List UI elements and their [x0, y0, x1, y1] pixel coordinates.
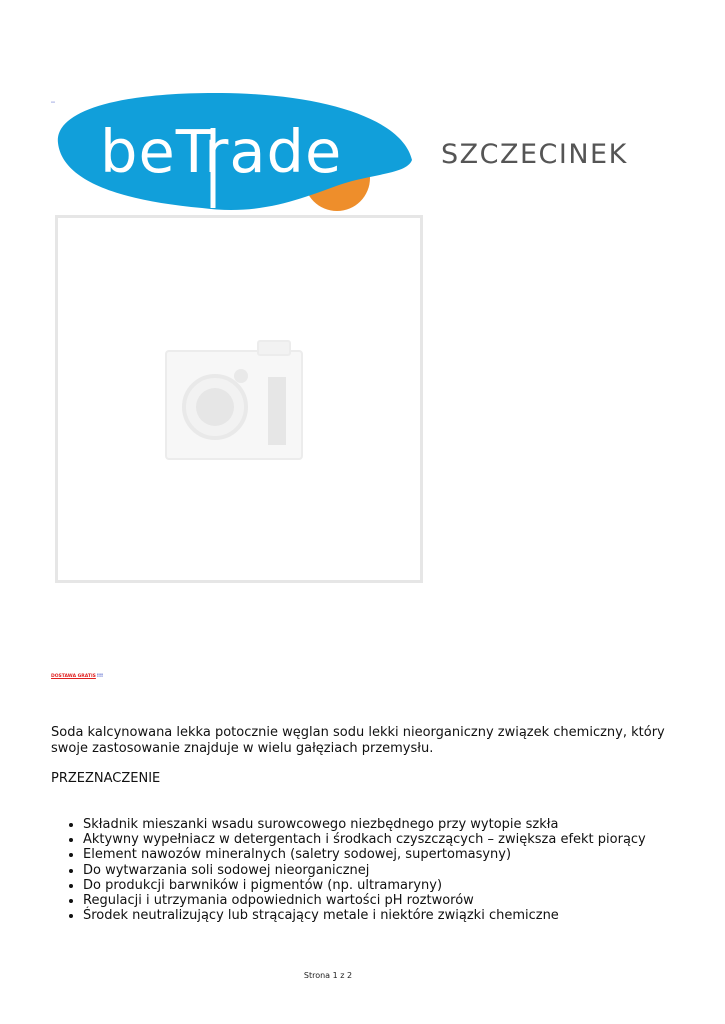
promo-banner[interactable]	[51, 674, 103, 679]
list-item: • Środek neutralizujący lub strącający metale i niektóre związki chemiczne	[83, 908, 646, 923]
list-item: • Do wytwarzania soli sodowej nieorganicznej	[83, 863, 646, 878]
list-item: • Do produkcji barwników i pigmentów (np. ultramaryny)	[83, 878, 646, 893]
promo-suffix: !!!	[96, 674, 104, 679]
logo-text: beTrade	[100, 117, 343, 186]
city-name: SZCZECINEK	[441, 139, 628, 170]
list-item: • Aktywny wypełniacz w detergentach i środkach czyszczących – zwiększa efekt piorący	[83, 832, 646, 847]
page-number: Strona 1 z 2	[303, 971, 353, 980]
list-item: • Regulacji i utrzymania odpowiednich wartości pH roztworów	[83, 893, 646, 908]
camera-placeholder-icon	[164, 339, 304, 461]
product-description: Soda kalcynowana lekka potocznie węglan sodu lekki nieorganiczny związek chemiczny, który swoje zastosowanie znajduje w wielu gałęziach przemysłu.	[51, 725, 665, 756]
list-item: • Składnik mieszanki wsadu surowcowego niezbędnego przy wytopie szkła	[83, 817, 646, 832]
section-heading: PRZEZNACZENIE	[51, 771, 161, 786]
usage-list	[51, 817, 646, 923]
product-image-placeholder	[55, 215, 423, 583]
betrade-logo	[52, 88, 422, 218]
promo-label[interactable]: DOSTAWA GRATIS	[51, 674, 96, 679]
list-item: • Element nawozów mineralnych (saletry sodowej, supertomasyny)	[83, 847, 646, 862]
tiny-link[interactable]: ""	[51, 101, 55, 106]
